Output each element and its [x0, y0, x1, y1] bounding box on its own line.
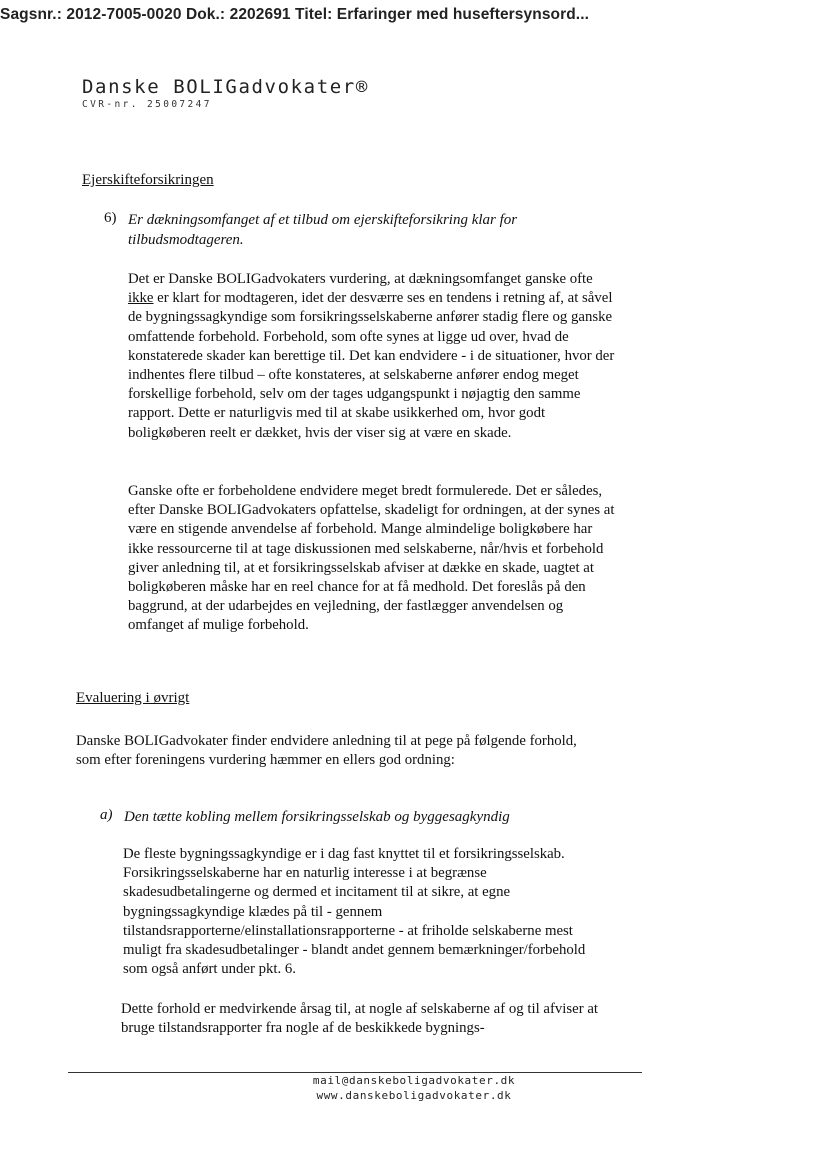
item-heading-a: Den tætte kobling mellem forsikringsselskab og byggesagkyndig — [124, 809, 510, 825]
document-reference-header: Sagsnr.: 2012-7005-0020 Dok.: 2202691 Titel: Erfaringer med huseftersynsord... — [0, 6, 590, 23]
paragraph-coupling: De fleste bygningssagkyndige er i dag fast knyttet til et forsikringsselskab. Forsikringsselskaberne har en naturlig interesse i at begrænse skadesudbetalingerne og dermed et incitament til at sikre, at egne bygningssagkyndige klædes på til - gennem tilstandsrapporterne/elinstallationsrapporterne - at friholde selskaberne mest muligt fra skadesudbetalinger - blandt andet gennem bemærkninger/forbehold som også anført under pkt. 6. — [123, 846, 586, 978]
item-question-6: Er dækningsomfanget af et tilbud om ejerskifteforsikring klar for tilbudsmodtageren. — [128, 212, 518, 248]
paragraph-evaluation-intro: Danske BOLIGadvokater finder endvidere anledning til at pege på følgende forhold, som efter foreningens vurdering hæmmer en ellers god ordning: — [76, 733, 577, 769]
item-number-6: 6) — [104, 210, 117, 226]
section-title-evaluering: Evaluering i øvrigt — [76, 690, 190, 706]
paragraph-text: er klart for modtageren, idet der desværre ses en tendens i retning af, at såvel de bygningssagkyndige som forsikringsselskaberne anfører stadig flere og ganske omfattende forbehold. Forbehold, som ofte synes at ligge ud over, hvad de konstaterede skader kan berettige til. Det kan endvidere - i de situationer, hvor der indhentes flere tilbud – ofte konstateres, at selskaberne anfører endog meget forskellige forbehold, selv om der tages udgangspunkt i nøjagtig den samme rapport. Dette er naturligvis med til at skabe usikkerhed om, hvor godt boligkøberen reelt er dækket, hvis der viser sig at være en skade. — [128, 290, 615, 441]
item-letter-a: a) — [100, 807, 113, 823]
firm-name: Danske BOLIGadvokater® — [82, 76, 369, 98]
cvr-number: CVR-nr. 25007247 — [82, 99, 212, 110]
footer-website: www.danskeboligadvokater.dk — [316, 1089, 512, 1102]
footer-divider — [68, 1072, 642, 1073]
section-title-ejerskifteforsikringen: Ejerskifteforsikringen — [82, 172, 214, 188]
paragraph-consequence: Dette forhold er medvirkende årsag til, at nogle af selskaberne af og til afviser at bruge tilstandsrapporter fra nogle af de beskikkede bygnings- — [121, 1001, 599, 1037]
paragraph-coverage-assessment — [128, 270, 618, 443]
emphasis-ikke: ikke — [128, 290, 154, 307]
paragraph-text: Det er Danske BOLIGadvokaters vurdering, at dækningsomfanget ganske ofte — [128, 271, 593, 287]
footer-email: mail@danskeboligadvokater.dk — [312, 1074, 516, 1087]
paragraph-reservations: Ganske ofte er forbeholdene endvidere meget bredt formulerede. Det er således, efter Danske BOLIGadvokaters opfattelse, skadeligt for ordningen, at der synes at være en stigende anvendelse af forbehold. Mange almindelige boligkøbere har ikke ressourcerne til at tage diskussionen med selskaberne, når/hvis et forbehold giver anledning til, at et forsikringsselskab afviser at dække en skade, uagtet at boligkøberen måske har en reel chance for at få medhold. Det foreslås på den baggrund, at der udarbejdes en vejledning, der fastlægger anvendelsen og omfanget af mulige forbehold. — [128, 483, 615, 634]
